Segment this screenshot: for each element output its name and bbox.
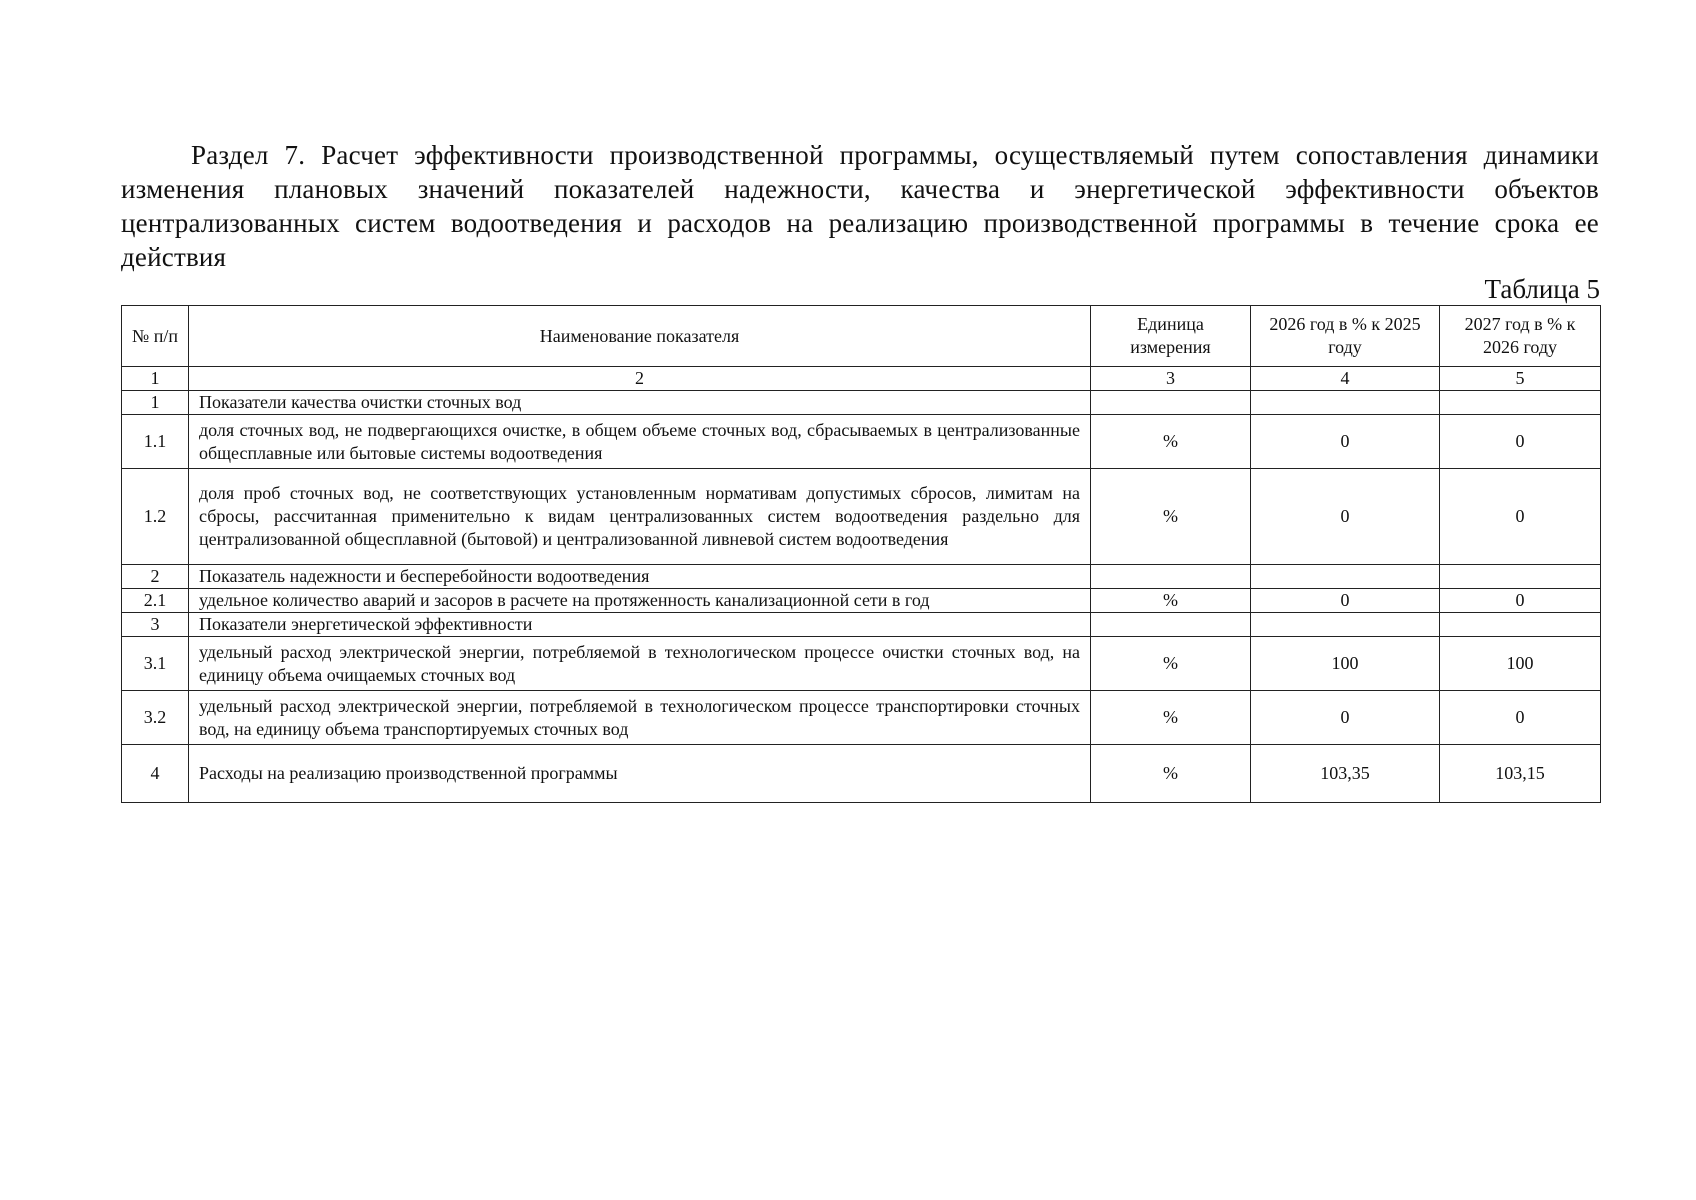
row-2026 <box>1251 613 1440 637</box>
row-num: 3.1 <box>122 637 189 691</box>
table-row <box>122 415 1601 469</box>
row-unit: % <box>1091 469 1251 565</box>
table-row <box>122 565 1601 589</box>
header-2026: 2026 год в % к 2025 году <box>1251 306 1440 367</box>
row-num: 3.2 <box>122 691 189 745</box>
column-index: 4 <box>1251 367 1440 391</box>
row-2027 <box>1440 391 1601 415</box>
row-unit: % <box>1091 415 1251 469</box>
column-index: 2 <box>189 367 1091 391</box>
row-name: удельное количество аварий и засоров в расчете на протяженность канализационной сети в год <box>189 589 1091 613</box>
header-2027: 2027 год в % к 2026 году <box>1440 306 1601 367</box>
row-num: 2.1 <box>122 589 189 613</box>
row-num: 2 <box>122 565 189 589</box>
row-name: удельный расход электрической энергии, потребляемой в технологическом процессе транспортировки сточных вод, на единицу объема транспортируемых сточных вод <box>189 691 1091 745</box>
table-row <box>122 613 1601 637</box>
row-2026: 0 <box>1251 589 1440 613</box>
row-num: 1 <box>122 391 189 415</box>
row-name: доля сточных вод, не подвергающихся очистке, в общем объеме сточных вод, сбрасываемых в централизованные общесплавные или бытовые системы водоотведения <box>189 415 1091 469</box>
row-2027: 103,15 <box>1440 745 1601 803</box>
row-2026: 0 <box>1251 469 1440 565</box>
row-2026: 0 <box>1251 415 1440 469</box>
row-name: Показатель надежности и бесперебойности водоотведения <box>189 565 1091 589</box>
row-num: 1.2 <box>122 469 189 565</box>
table-label: Таблица 5 <box>1484 274 1600 304</box>
row-unit <box>1091 613 1251 637</box>
row-2027: 100 <box>1440 637 1601 691</box>
column-index: 1 <box>122 367 189 391</box>
table-row <box>122 589 1601 613</box>
header-unit: Единица измерения <box>1091 306 1251 367</box>
table-row <box>122 691 1601 745</box>
row-num: 1.1 <box>122 415 189 469</box>
table-row <box>122 637 1601 691</box>
section-heading: Раздел 7. Расчет эффективности производственной программы, осуществляемый путем сопоставления динамики изменения плановых значений показателей надежности, качества и энергетической эффективности объектов централизованных систем водоотведения и расходов на реализацию производственной программы в течение срока ее действия <box>121 140 1599 272</box>
row-name: Расходы на реализацию производственной программы <box>189 745 1091 803</box>
row-unit: % <box>1091 637 1251 691</box>
table-row <box>122 391 1601 415</box>
column-index: 3 <box>1091 367 1251 391</box>
row-unit <box>1091 391 1251 415</box>
table-header-row <box>122 306 1601 367</box>
row-2027 <box>1440 613 1601 637</box>
table-row <box>122 469 1601 565</box>
row-num: 4 <box>122 745 189 803</box>
header-name: Наименование показателя <box>189 306 1091 367</box>
row-name: Показатели качества очистки сточных вод <box>189 391 1091 415</box>
row-unit: % <box>1091 589 1251 613</box>
row-unit: % <box>1091 691 1251 745</box>
table-row <box>122 745 1601 803</box>
row-2027: 0 <box>1440 589 1601 613</box>
row-name: удельный расход электрической энергии, потребляемой в технологическом процессе очистки сточных вод, на единицу объема очищаемых сточных вод <box>189 637 1091 691</box>
row-2026: 100 <box>1251 637 1440 691</box>
header-num: № п/п <box>122 306 189 367</box>
row-unit: % <box>1091 745 1251 803</box>
row-2027 <box>1440 565 1601 589</box>
row-2027: 0 <box>1440 469 1601 565</box>
row-2026 <box>1251 391 1440 415</box>
row-num: 3 <box>122 613 189 637</box>
column-index: 5 <box>1440 367 1601 391</box>
row-unit <box>1091 565 1251 589</box>
row-2026: 0 <box>1251 691 1440 745</box>
row-2027: 0 <box>1440 691 1601 745</box>
row-name: доля проб сточных вод, не соответствующих установленным нормативам допустимых сбросов, лимитам на сбросы, рассчитанная применительно к видам централизованных систем водоотведения раздельно для централизованной общесплавной (бытовой) и централизованной ливневой систем водоотведения <box>189 469 1091 565</box>
row-2026 <box>1251 565 1440 589</box>
row-2026: 103,35 <box>1251 745 1440 803</box>
row-name: Показатели энергетической эффективности <box>189 613 1091 637</box>
column-index-row <box>122 367 1601 391</box>
indicators-table <box>121 305 1601 803</box>
row-2027: 0 <box>1440 415 1601 469</box>
